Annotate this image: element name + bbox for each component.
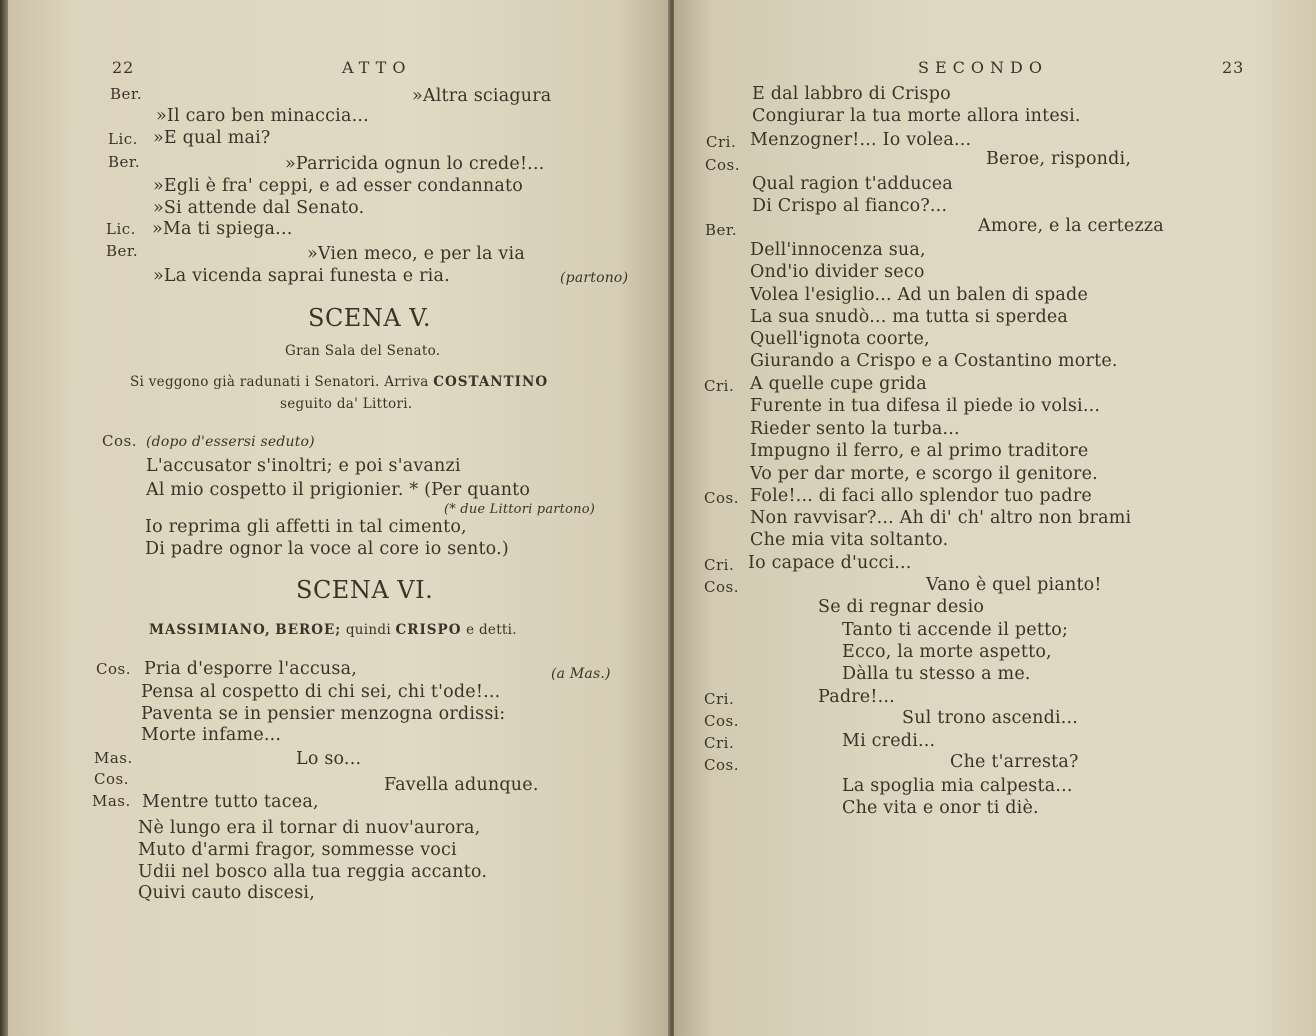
verse-line: Ecco, la morte aspetto,	[842, 642, 1052, 662]
speaker: Mas.	[92, 792, 131, 810]
speaker: Cos.	[96, 660, 131, 678]
verse-line: La sua snudò... ma tutta si sperdea	[750, 307, 1069, 327]
verse-line: Favella adunque.	[384, 775, 539, 795]
stage-direction: (dopo d'essersi seduto)	[146, 434, 315, 450]
stage-direction: (partono)	[560, 270, 629, 286]
verse-line: La spoglia mia calpesta...	[842, 776, 1073, 796]
verse-line: Fole!... di faci allo splendor tuo padre	[750, 486, 1092, 506]
verse-line: Che t'arresta?	[950, 752, 1079, 772]
speaker: Ber.	[705, 221, 738, 239]
scene-description: seguito da' Littori.	[280, 396, 413, 412]
verse-line: E dal labbro di Crispo	[752, 84, 951, 104]
verse-line: Io reprima gli affetti in tal cimento,	[145, 517, 467, 537]
verse-line: Che vita e onor ti diè.	[842, 798, 1039, 818]
verse-line: A quelle cupe grida	[750, 374, 927, 394]
verse-line: »Si attende dal Senato.	[153, 198, 365, 218]
verse-line: Pria d'esporre l'accusa,	[144, 659, 357, 679]
speaker: Lic.	[108, 130, 138, 148]
verse-line: Beroe, rispondi,	[986, 149, 1132, 169]
footnote-direction: (* due Littori partono)	[444, 502, 596, 517]
verse-line: Io capace d'ucci...	[748, 553, 912, 573]
speaker: Lic.	[106, 220, 136, 238]
verse-line: Qual ragion t'adducea	[752, 174, 953, 194]
scene-title: SCENA V.	[308, 304, 432, 332]
verse-line: Nè lungo era il tornar di nuov'aurora,	[138, 818, 481, 838]
verse-line: Menzogner!... Io volea...	[750, 130, 972, 150]
verse-line: »Vien meco, e per la via	[307, 244, 525, 264]
verse-line: Mi credi...	[842, 731, 936, 751]
right-page	[674, 0, 1316, 1036]
verse-line: Udii nel bosco alla tua reggia accanto.	[138, 862, 488, 882]
verse-line: Dell'innocenza sua,	[750, 240, 926, 260]
speaker: Cri.	[704, 734, 735, 752]
verse-line: »Parricida ognun lo crede!...	[285, 154, 545, 174]
verse-line: Furente in tua difesa il piede io volsi...	[750, 396, 1101, 416]
page-number: 22	[112, 58, 135, 77]
verse-line: Non ravvisar?... Ah di' ch' altro non brami	[750, 508, 1132, 528]
speaker: Ber.	[108, 153, 141, 171]
verse-line: Vano è quel pianto!	[926, 575, 1102, 595]
speaker: Cri.	[706, 133, 737, 151]
verse-line: »E qual mai?	[153, 128, 271, 148]
speaker: Cos.	[705, 156, 740, 174]
character-connector: quindi	[345, 622, 391, 638]
speaker: Cri.	[704, 556, 735, 574]
verse-line: L'accusator s'inoltri; e poi s'avanzi	[146, 456, 461, 476]
verse-line: Volea l'esiglio... Ad un balen di spade	[750, 285, 1089, 305]
running-head: SECONDO	[918, 58, 1048, 77]
verse-line: Paventa se in pensier menzogna ordissi:	[141, 704, 506, 724]
description-text: Si veggono già radunati i Senatori. Arriva	[130, 374, 429, 390]
character-name: COSTANTINO	[433, 374, 549, 390]
speaker: Cos.	[102, 432, 137, 450]
character-connector: e detti.	[466, 622, 517, 638]
speaker: Cos.	[704, 578, 739, 596]
speaker: Cri.	[704, 690, 735, 708]
verse-line: Lo so...	[296, 749, 362, 769]
verse-line: Amore, e la certezza	[978, 216, 1164, 236]
left-page	[8, 0, 672, 1036]
page-number: 23	[1222, 58, 1245, 77]
verse-line: Pensa al cospetto di chi sei, chi t'ode!...	[141, 682, 501, 702]
verse-line: Quell'ignota coorte,	[750, 329, 930, 349]
character-name: BEROE;	[275, 622, 342, 638]
verse-line: Vo per dar morte, e scorgo il genitore.	[750, 464, 1098, 484]
scene-title: SCENA VI.	[296, 576, 434, 604]
verse-line: Che mia vita soltanto.	[750, 530, 949, 550]
speaker: Cos.	[94, 770, 129, 788]
speaker: Cos.	[704, 756, 739, 774]
verse-line: Morte infame...	[141, 725, 282, 745]
character-name: MASSIMIANO,	[149, 622, 271, 638]
stage-direction: (a Mas.)	[551, 666, 611, 682]
verse-line: Muto d'armi fragor, sommesse voci	[138, 840, 457, 860]
verse-line: Rieder sento la turba...	[750, 419, 960, 439]
speaker: Cri.	[704, 377, 735, 395]
verse-line: Ond'io divider seco	[750, 262, 925, 282]
verse-line: Tanto ti accende il petto;	[842, 620, 1069, 640]
verse-line: Padre!...	[818, 687, 895, 707]
scene-description	[130, 374, 548, 390]
verse-line: Mentre tutto tacea,	[142, 792, 319, 812]
verse-line: »La vicenda saprai funesta e ria.	[153, 266, 450, 286]
verse-line: Congiurar la tua morte allora intesi.	[752, 106, 1081, 126]
verse-line: »Egli è fra' ceppi, e ad esser condannato	[153, 176, 524, 196]
verse-line: »Ma ti spiega...	[152, 219, 293, 239]
speaker: Mas.	[94, 749, 133, 767]
scene-characters	[149, 622, 517, 638]
verse-line: »Altra sciagura	[412, 86, 552, 106]
verse-line: Impugno il ferro, e al primo traditore	[750, 441, 1089, 461]
speaker: Cos.	[704, 489, 739, 507]
running-head: ATTO	[342, 58, 412, 77]
verse-line: »Il caro ben minaccia...	[156, 106, 369, 126]
verse-line: Di padre ognor la voce al core io sento.)	[145, 539, 509, 559]
character-name: CRISPO	[395, 622, 462, 638]
scene-place: Gran Sala del Senato.	[285, 343, 441, 359]
verse-line: Dàlla tu stesso a me.	[842, 664, 1031, 684]
speaker: Cos.	[704, 712, 739, 730]
speaker: Ber.	[106, 242, 139, 260]
verse-line: Al mio cospetto il prigionier. * (Per quanto	[146, 480, 531, 500]
verse-line: Quivi cauto discesi,	[138, 883, 315, 903]
verse-line: Giurando a Crispo e a Costantino morte.	[750, 351, 1118, 371]
speaker: Ber.	[110, 85, 143, 103]
verse-line: Sul trono ascendi...	[902, 708, 1079, 728]
verse-line: Di Crispo al fianco?...	[752, 196, 948, 216]
verse-line: Se di regnar desio	[818, 597, 985, 617]
